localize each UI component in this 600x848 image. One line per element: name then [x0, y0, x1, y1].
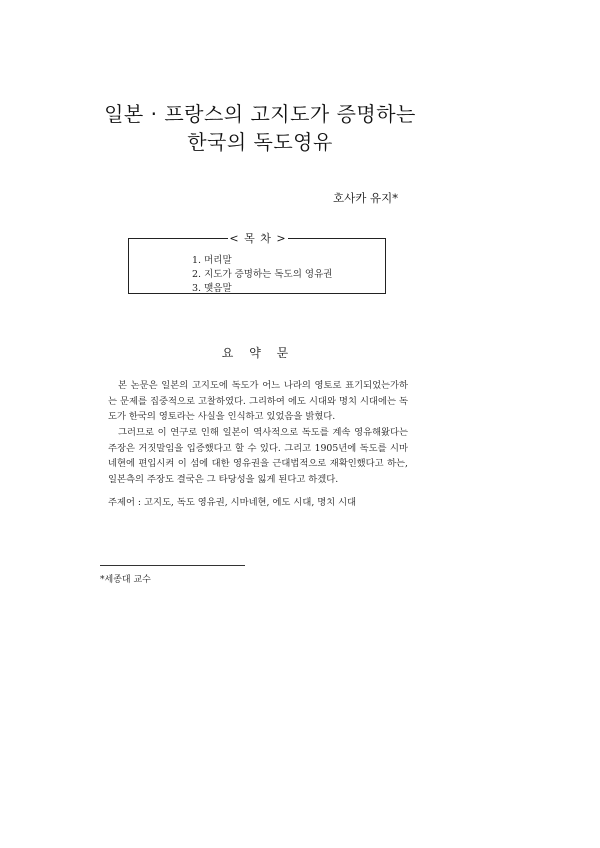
title-line-1: 일본 · 프랑스의 고지도가 증명하는: [104, 102, 416, 126]
toc-heading: < 목 차 >: [229, 232, 287, 245]
abstract-paragraph: 그러므로 이 연구로 인해 일본이 역사적으로 독도를 계속 영유해왔다는 주장은 거짓말임을 입증했다고 할 수 있다. 그리고 1905년에 독도를 시마네현에 편입시켜 이 섬에 대한 영유권을 근대법적으로 재확인했다고 하는, 일본측의 주장도 결국은 그 타당성을 잃게 된다고 하겠다.: [108, 427, 408, 485]
author: 호사카 유지*: [333, 191, 398, 205]
abstract-heading: 요 약 문: [221, 346, 295, 360]
toc-item: 2. 지도가 증명하는 독도의 영유권: [192, 269, 333, 280]
abstract-paragraph: 본 논문은 일본의 고지도에 독도가 어느 나라의 영토로 표기되었는가하는 문제를 집중적으로 고찰하였다. 그리하여 에도 시대와 명치 시대에는 독도가 한국의 영토라는 사실을 인식하고 있었음을 밝혔다.: [108, 380, 408, 422]
toc-item: 3. 맺음말: [192, 283, 232, 294]
footnote: *세종대 교수: [100, 575, 151, 585]
title-line-2: 한국의 독도영유: [187, 130, 333, 154]
footnote-divider: [100, 565, 245, 566]
toc-item: 1. 머리말: [192, 255, 232, 266]
keywords: 주제어 : 고지도, 독도 영유권, 시마네현, 에도 시대, 명치 시대: [108, 497, 357, 508]
